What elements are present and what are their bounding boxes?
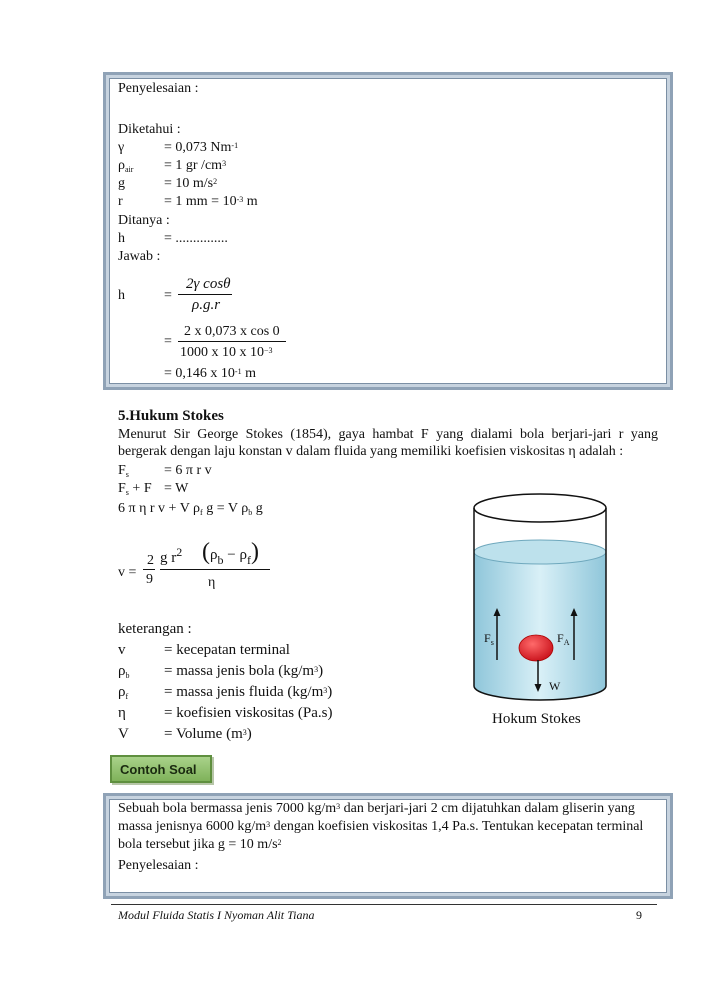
problem-penyelesaian: Penyelesaian : <box>118 858 199 873</box>
ball <box>519 635 553 661</box>
equation-fs: $F_s$ = 6 π r v <box>118 463 212 479</box>
legend-item-eta: η = koefisien viskositas (Pa.s) <box>118 705 333 721</box>
vformula-paren: $(\rho_b - \rho_f)$ <box>202 539 259 567</box>
legend-item-volume: V = Volume $(m^3)$ <box>118 726 252 742</box>
footer-author: Modul Fluida Statis I Nyoman Alit Tiana <box>118 908 315 922</box>
asked-row-h: h = ............... <box>118 231 228 246</box>
vformula-den-9: 9 <box>146 572 153 587</box>
known-row-gamma: γ = 0,073 $Nm^{-1}$ <box>118 140 239 155</box>
vformula-main-bar <box>160 569 270 570</box>
known-row-rho: $\rho_{air}$ = 1 gr $/cm^3$ <box>118 158 227 174</box>
vformula-lhs: v = <box>118 565 137 580</box>
cylinder-rim <box>474 494 606 522</box>
footer-page-number: 9 <box>636 908 642 922</box>
liquid-body <box>474 552 606 700</box>
footer-rule <box>111 904 657 905</box>
penyelesaian-label: Penyelesaian : <box>118 81 199 96</box>
vformula-eta: η <box>208 575 216 590</box>
figure-caption: Hokum Stokes <box>492 711 581 727</box>
vformula-num-2: 2 <box>147 553 154 568</box>
legend-item-v: v = kecepatan terminal <box>118 642 290 658</box>
section-title-hukum-stokes: 5.Hukum Stokes <box>118 408 224 424</box>
legend-item-rho-b: $\rho_b$ = massa jenis bola $(kg/m^3)$ <box>118 663 324 680</box>
calc-numerator: 2 x 0,073 x cos 0 <box>184 324 280 339</box>
calc-denominator: 1000 x 10 x $10^{-3}$ <box>180 345 273 360</box>
problem-line-1: Sebuah bola bermassa jenis 7000 $kg/m^3$ dan berjari-jari 2 cm dijatuhkan dalam gliserin yang <box>118 801 635 816</box>
section-paragraph: Menurut Sir George Stokes (1854), gaya hambat F yang dialami bola berjari-jari r yang bergerak dengan laju konstan v dalam fluida yang memiliki koefisien viskositas η adalah : <box>118 427 658 459</box>
vformula-gr: g $r^2$ <box>160 545 183 566</box>
known-row-g: g = 10 $m/s^2$ <box>118 176 218 191</box>
equation-forces: 6 π η r v + V $\rho_f$ g = V $\rho_b$ g <box>118 501 263 517</box>
fs-label: $F_s$ <box>484 631 494 647</box>
calc-equals: = <box>164 334 172 349</box>
formula-h-denominator: ρ.g.r <box>192 297 221 313</box>
vformula-small-bar <box>143 569 155 570</box>
equation-balance: $F_s + F$ = W <box>118 481 189 497</box>
terminal-velocity-formula <box>118 530 318 595</box>
calc-fraction-bar <box>178 341 286 342</box>
fa-label: $F_A$ <box>557 631 570 647</box>
keterangan-label: keterangan : <box>118 621 192 637</box>
formula-h-fraction-bar <box>178 294 232 295</box>
formula-h-numerator: 2γ cosθ <box>186 276 231 292</box>
formula-h-equals: = <box>164 288 172 303</box>
formula-h-symbol: h <box>118 288 125 303</box>
problem-line-2: massa jenisnya 6000 $kg/m^3$ dengan koefisien viskositas 1,4 Pa.s. Tentukan kecepatan terminal <box>118 819 644 834</box>
liquid-surface <box>474 540 606 564</box>
ditanya-label: Ditanya : <box>118 213 170 228</box>
w-label: W <box>549 679 561 693</box>
contoh-soal-tab: Contoh Soal <box>110 755 212 783</box>
stokes-cylinder-figure <box>470 488 610 706</box>
jawab-label: Jawab : <box>118 249 161 264</box>
result-line: = 0,146 x $10^{-1}$ m <box>164 366 256 381</box>
problem-line-3: bola tersebut jika g = 10 $m/s^2$ <box>118 837 282 852</box>
known-row-r: r = 1 mm = $10^{-3}$ m <box>118 194 258 209</box>
diketahui-label: Diketahui : <box>118 122 181 137</box>
legend-item-rho-f: $\rho_f$ = massa jenis fluida $(kg/m^3)$ <box>118 684 333 701</box>
